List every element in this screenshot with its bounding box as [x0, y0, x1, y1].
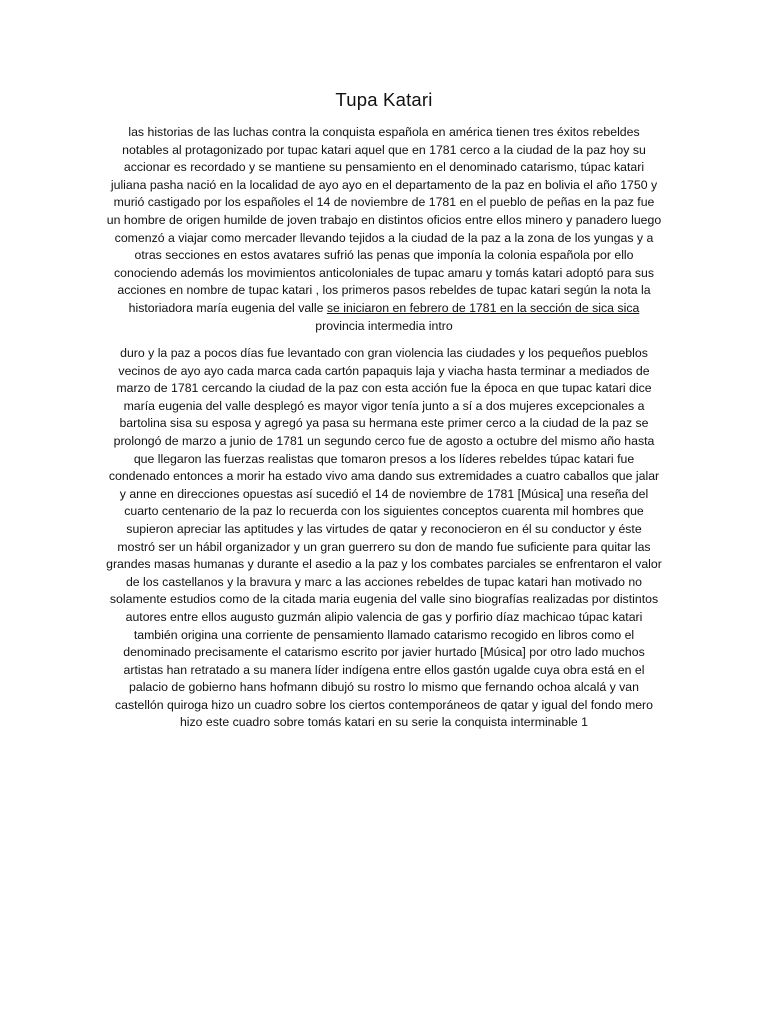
paragraph-2: duro y la paz a pocos días fue levantado con gran violencia las ciudades y los pequeños pueblos vecinos de ayo ayo cada marca cada cartón papaquis laja y viacha hasta terminar a mediados de marzo de 1781 cercando la ciudad de la paz con esta acción fue la época en que tupac katari dice maría eugenia del valle desplegó es mayor vigor tenía junto a sí a dos mujeres excepcionales a bartolina sisa su esposa y agregó ya pasa su hermana este primer cerco a la ciudad de la paz se prolongó de marzo a junio de 1781 un segundo cerco fue de agosto a octubre del mismo año hasta que llegaron las fuerzas realistas que tomaron presos a los líderes rebeldes túpac katari fue condenado entonces a morir ha estado vivo ama dando sus extremidades a cuatro caballos que jalar y anne en direcciones opuestas así sucedió el 14 de noviembre de 1781 [Música] una reseña del cuarto centenario de la paz lo recuerda con los siguientes conceptos cuarenta mil hombres que supieron apreciar las aptitudes y las virtudes de qatar y reconocieron en él su conductor y éste mostró ser un hábil organizador y un gran guerrero su don de mando fue suficiente para quitar las grandes masas humanas y durante el asedio a la paz y los combates parciales se enfrentaron el valor de los castellanos y la bravura y marc a las acciones rebeldes de tupac katari han motivado no solamente estudios como de la citada maria eugenia del valle sino biografías realizadas por distintos autores entre ellos augusto guzmán alipio valencia de gas y porfirio díaz machicao túpac katari también origina una corriente de pensamiento llamado catarismo recogido en libros como el denominado precisamente el catarismo escrito por javier hurtado [Música] por otro lado muchos artistas han retratado a su manera líder indígena entre ellos gastón ugalde cuya obra está en el palacio de gobierno hans hofmann dibujó su rostro lo mismo que fernando ochoa alcalá y van castellón quiroga hizo un cuadro sobre los ciertos contemporáneos de qatar y igual del fondo mero hizo este cuadro sobre tomás katari en su serie la conquista interminable 1 — [106, 346, 662, 730]
paragraph-1-underlined-text: se iniciaron en febrero de 1781 en la sección de sica sica — [326, 300, 640, 315]
paragraph-1 — [106, 124, 662, 335]
paragraph-1-text: las historias de las luchas contra la conquista española en américa tienen tres éxitos rebeldes notables al protagonizado por tupac katari aquel que en 1781 cerco a la ciudad de la paz hoy su accionar es recordado y se mantiene su pensamiento en el denominado catarismo, túpac katari juliana pasha nació en la localidad de ayo ayo en el departamento de la paz en bolivia el año 1750 y murió castigado por los españoles el 14 de noviembre de 1781 en el pueblo de peñas en la paz fue un hombre de origen humilde de joven trabajo en distintos oficios entre ellos minero y panadero luego comenzó a viajar como mercader llevando tejidos a la ciudad de la paz a la zona de los yungas y a otras secciones en estos avatares sufrió las penas que imponía la colonia española por ello conociendo además los movimientos anticoloniales de tupac amaru y tomás katari adoptó para sus acciones en nombre de tupac katari , los primeros pasos rebeldes de tupac katari según la nota la historiadora maría eugenia del valle — [106, 125, 662, 315]
page-title: Tupa Katari — [335, 89, 433, 110]
paragraph-1-text-end: provincia intermedia intro — [315, 318, 453, 333]
